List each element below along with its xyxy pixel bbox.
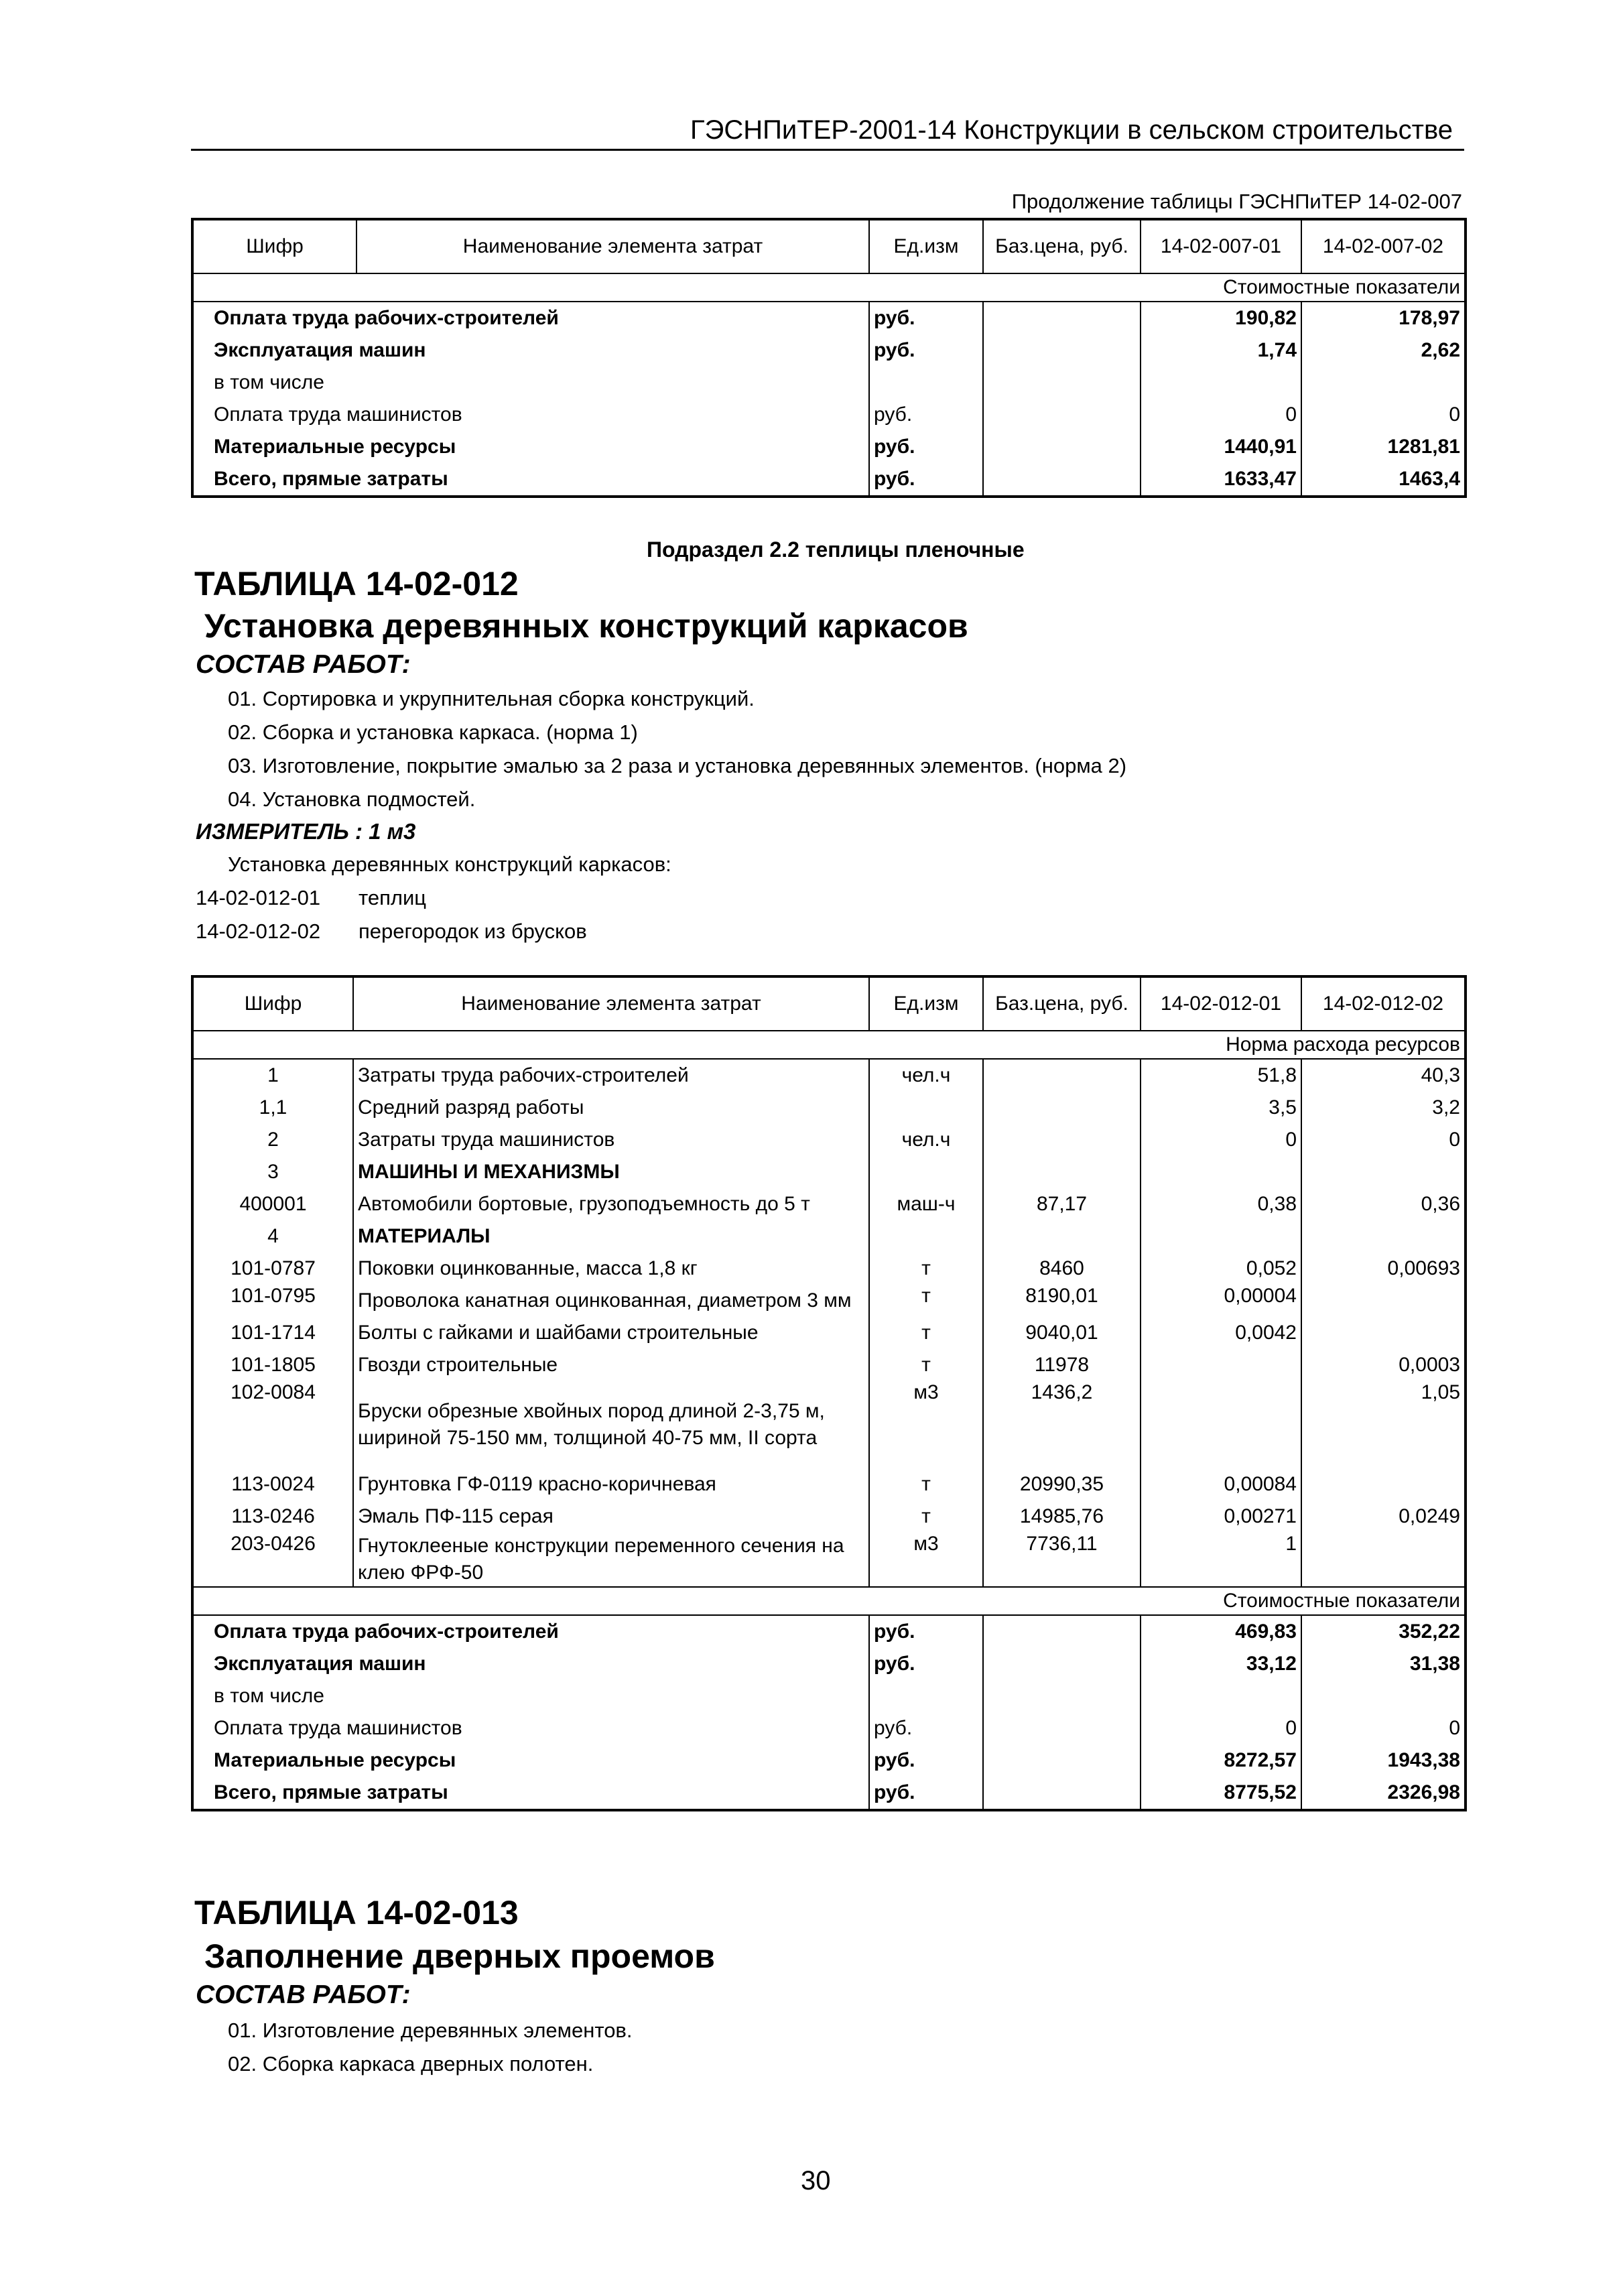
value-norm-2 xyxy=(1301,1317,1466,1349)
unit-cell: т xyxy=(869,1501,983,1533)
work-item: 04. Установка подмостей. xyxy=(228,787,476,811)
base-price-cell xyxy=(983,302,1141,334)
work-item: 03. Изготовление, покрытие эмалью за 2 раза и установка деревянных элементов. (норма 2) xyxy=(228,754,1127,777)
col-header-name: Наименование элемента затрат xyxy=(356,219,869,273)
base-price-cell: 8190,01 xyxy=(983,1285,1141,1317)
cost-item-name: Оплата труда рабочих-строителей xyxy=(214,307,559,329)
unit-cell xyxy=(869,1092,983,1124)
value-norm-1 xyxy=(1141,1220,1301,1253)
base-price-cell xyxy=(983,1124,1141,1156)
work-item: 02. Сборка и установка каркаса. (норма 1) xyxy=(228,720,638,744)
col-header-norm-1: 14-02-012-01 xyxy=(1141,976,1301,1031)
value-norm-1: 0,38 xyxy=(1141,1188,1301,1220)
cost-row xyxy=(192,1744,1466,1777)
value-norm-1: 1633,47 xyxy=(1141,463,1301,497)
unit-cell: руб. xyxy=(869,1615,983,1648)
value-norm-2: 31,38 xyxy=(1409,1653,1460,1675)
unit-cell: маш-ч xyxy=(869,1188,983,1220)
cost-row xyxy=(192,399,1466,431)
norm-code: 14-02-012-02 xyxy=(196,919,321,943)
resource-row xyxy=(192,1188,1466,1220)
cost-row xyxy=(192,1777,1466,1810)
resource-name: Средний разряд работы xyxy=(353,1092,869,1124)
value-norm-2 xyxy=(1301,1285,1466,1317)
value-norm-2: 0,36 xyxy=(1421,1193,1460,1215)
base-price-cell xyxy=(983,1744,1141,1777)
resource-code: 102-0084 xyxy=(192,1381,353,1468)
value-norm-2: 1281,81 xyxy=(1387,436,1460,458)
resource-row xyxy=(192,1533,1466,1587)
cost-item-name: Материальные ресурсы xyxy=(214,436,456,458)
value-norm-1 xyxy=(1141,1156,1301,1188)
col-header-norm-1: 14-02-007-01 xyxy=(1141,219,1301,273)
cost-item-name: в том числе xyxy=(214,371,324,393)
unit-cell: т xyxy=(869,1253,983,1285)
work-item: 01. Сортировка и укрупнительная сборка конструкций. xyxy=(228,687,755,710)
col-header-unit: Ед.изм xyxy=(869,219,983,273)
value-norm-2: 1,05 xyxy=(1421,1381,1460,1403)
col-header-base-price: Баз.цена, руб. xyxy=(983,219,1141,273)
unit-cell: руб. xyxy=(869,1777,983,1810)
unit-cell xyxy=(869,367,983,399)
cost-row xyxy=(192,1680,1466,1712)
base-price-cell xyxy=(983,1777,1141,1810)
unit-cell xyxy=(869,1156,983,1188)
unit-cell: руб. xyxy=(869,302,983,334)
table-number-14-02-012: ТАБЛИЦА 14-02-012 xyxy=(194,565,519,602)
cost-item-name: Эксплуатация машин xyxy=(214,1653,426,1675)
resource-row xyxy=(192,1253,1466,1285)
base-price-cell xyxy=(983,334,1141,367)
resource-row xyxy=(192,1501,1466,1533)
subsection-title: Подраздел 2.2 теплицы пленочные xyxy=(647,537,1025,562)
base-price-cell xyxy=(983,1712,1141,1744)
value-norm-1: 0 xyxy=(1141,1124,1301,1156)
section-label: Стоимостные показатели xyxy=(192,273,1466,302)
value-norm-1: 51,8 xyxy=(1141,1059,1301,1092)
unit-cell: чел.ч xyxy=(869,1124,983,1156)
value-norm-1: 190,82 xyxy=(1141,302,1301,334)
value-norm-2: 3,2 xyxy=(1432,1096,1460,1119)
resource-name: Гвозди строительные xyxy=(353,1349,869,1381)
cost-table-14-02-007 xyxy=(191,218,1467,498)
resource-row xyxy=(192,1092,1466,1124)
unit-cell: т xyxy=(869,1349,983,1381)
base-price-cell xyxy=(983,1615,1141,1648)
base-price-cell: 14985,76 xyxy=(983,1501,1141,1533)
resource-name: Автомобили бортовые, грузоподъемность до 5 т xyxy=(353,1188,869,1220)
resource-name: Затраты труда рабочих-строителей xyxy=(353,1059,869,1092)
resource-table-14-02-012 xyxy=(191,975,1467,1811)
resource-name: Грунтовка ГФ-0119 красно-коричневая xyxy=(353,1468,869,1501)
unit-cell: т xyxy=(869,1317,983,1349)
resource-code: 101-1805 xyxy=(192,1349,353,1381)
value-norm-1: 1440,91 xyxy=(1141,431,1301,463)
resource-code: 1,1 xyxy=(192,1092,353,1124)
resource-row xyxy=(192,1156,1466,1188)
value-norm-2: 0,00693 xyxy=(1387,1257,1460,1279)
work-item: 02. Сборка каркаса дверных полотен. xyxy=(228,2052,594,2076)
unit-cell: руб. xyxy=(869,1712,983,1744)
base-price-cell xyxy=(983,1092,1141,1124)
resource-code: 113-0024 xyxy=(192,1468,353,1501)
cost-row xyxy=(192,367,1466,399)
unit-cell: руб. xyxy=(869,334,983,367)
resource-code: 113-0246 xyxy=(192,1501,353,1533)
unit-cell xyxy=(869,1220,983,1253)
base-price-cell: 11978 xyxy=(983,1349,1141,1381)
cost-item-name: в том числе xyxy=(214,1685,324,1707)
work-item: 01. Изготовление деревянных элементов. xyxy=(228,2019,633,2042)
cost-item-name: Эксплуатация машин xyxy=(214,339,426,361)
unit-cell: руб. xyxy=(869,1744,983,1777)
norm-code: 14-02-012-01 xyxy=(196,886,321,909)
unit-cell: руб. xyxy=(869,399,983,431)
resource-name: Бруски обрезные хвойных пород длиной 2-3,75 м, шириной 75-150 мм, толщиной 40-75 мм, II сорта xyxy=(353,1381,869,1468)
resource-row xyxy=(192,1349,1466,1381)
resource-name: Проволока канатная оцинкованная, диаметром 3 мм xyxy=(353,1285,869,1317)
base-price-cell xyxy=(983,399,1141,431)
table-name-14-02-013: Заполнение дверных проемов xyxy=(204,1937,715,1975)
cost-item-name: Материальные ресурсы xyxy=(214,1749,456,1771)
value-norm-1: 0,00084 xyxy=(1141,1468,1301,1501)
value-norm-1 xyxy=(1141,1349,1301,1381)
resource-name: Затраты труда машинистов xyxy=(353,1124,869,1156)
col-header-unit: Ед.изм xyxy=(869,976,983,1031)
value-norm-1: 8272,57 xyxy=(1141,1744,1301,1777)
unit-cell: т xyxy=(869,1285,983,1317)
unit-cell xyxy=(869,1680,983,1712)
section-row xyxy=(192,273,1466,302)
work-composition-heading: СОСТАВ РАБОТ: xyxy=(196,650,411,679)
value-norm-1 xyxy=(1141,1381,1301,1468)
base-price-cell xyxy=(983,463,1141,497)
resource-code: 2 xyxy=(192,1124,353,1156)
resource-code: 3 xyxy=(192,1156,353,1188)
resource-name: МАТЕРИАЛЫ xyxy=(353,1220,869,1253)
value-norm-1: 3,5 xyxy=(1141,1092,1301,1124)
base-price-cell: 7736,11 xyxy=(983,1533,1141,1587)
resource-code: 4 xyxy=(192,1220,353,1253)
resource-row xyxy=(192,1220,1466,1253)
unit-cell: т xyxy=(869,1468,983,1501)
measure-unit: ИЗМЕРИТЕЛЬ : 1 м3 xyxy=(196,819,416,844)
value-norm-2: 178,97 xyxy=(1399,307,1460,329)
section-label: Стоимостные показатели xyxy=(192,1587,1466,1615)
value-norm-2 xyxy=(1301,1680,1466,1712)
unit-cell: м3 xyxy=(869,1381,983,1468)
section-label: Норма расхода ресурсов xyxy=(192,1031,1466,1059)
value-norm-1 xyxy=(1141,367,1301,399)
base-price-cell: 1436,2 xyxy=(983,1381,1141,1468)
value-norm-2: 40,3 xyxy=(1421,1064,1460,1086)
table-header-row xyxy=(192,976,1466,1031)
value-norm-1 xyxy=(1141,1680,1301,1712)
value-norm-2: 1463,4 xyxy=(1399,468,1460,490)
value-norm-1: 33,12 xyxy=(1141,1648,1301,1680)
table-name-14-02-012: Установка деревянных конструкций каркасов xyxy=(204,607,968,645)
base-price-cell: 87,17 xyxy=(983,1188,1141,1220)
resource-name: Болты с гайками и шайбами строительные xyxy=(353,1317,869,1349)
cost-item-name: Оплата труда машинистов xyxy=(214,403,462,426)
value-norm-2: 0 xyxy=(1449,1129,1460,1151)
value-norm-1: 469,83 xyxy=(1141,1615,1301,1648)
value-norm-2 xyxy=(1301,1156,1466,1188)
value-norm-2: 0 xyxy=(1449,1717,1460,1739)
col-header-base-price: Баз.цена, руб. xyxy=(983,976,1141,1031)
base-price-cell xyxy=(983,1648,1141,1680)
value-norm-2: 1943,38 xyxy=(1387,1749,1460,1771)
resource-row xyxy=(192,1285,1466,1317)
cost-item-name: Всего, прямые затраты xyxy=(214,468,448,490)
cost-row xyxy=(192,302,1466,334)
base-price-cell: 20990,35 xyxy=(983,1468,1141,1501)
resource-code: 101-0787 xyxy=(192,1253,353,1285)
value-norm-2: 0,0003 xyxy=(1399,1354,1460,1376)
work-composition-heading: СОСТАВ РАБОТ: xyxy=(196,1980,411,2009)
resource-row xyxy=(192,1124,1466,1156)
value-norm-1: 0,052 xyxy=(1141,1253,1301,1285)
cost-item-name: Оплата труда машинистов xyxy=(214,1717,462,1739)
cost-row xyxy=(192,1712,1466,1744)
base-price-cell xyxy=(983,1220,1141,1253)
running-header: ГЭСНПиТЕР-2001-14 Конструкции в сельском строительстве xyxy=(690,115,1453,145)
col-header-code: Шифр xyxy=(192,219,356,273)
value-norm-1: 0,0042 xyxy=(1141,1317,1301,1349)
base-price-cell xyxy=(983,1059,1141,1092)
base-price-cell: 8460 xyxy=(983,1253,1141,1285)
value-norm-1: 0 xyxy=(1141,399,1301,431)
resource-name: МАШИНЫ И МЕХАНИЗМЫ xyxy=(353,1156,869,1188)
resource-code: 101-1714 xyxy=(192,1317,353,1349)
value-norm-2: 2326,98 xyxy=(1387,1781,1460,1803)
unit-cell: чел.ч xyxy=(869,1059,983,1092)
base-price-cell xyxy=(983,367,1141,399)
value-norm-1: 0 xyxy=(1141,1712,1301,1744)
cost-item-name: Оплата труда рабочих-строителей xyxy=(214,1620,559,1643)
resource-name: Поковки оцинкованные, масса 1,8 кг xyxy=(353,1253,869,1285)
col-header-name: Наименование элемента затрат xyxy=(353,976,869,1031)
unit-cell: руб. xyxy=(869,1648,983,1680)
value-norm-1: 1 xyxy=(1141,1533,1301,1587)
resource-code: 1 xyxy=(192,1059,353,1092)
table-number-14-02-013: ТАБЛИЦА 14-02-013 xyxy=(194,1894,519,1931)
cost-item-name: Всего, прямые затраты xyxy=(214,1781,448,1803)
resource-name: Гнутоклееные конструкции переменного сечения на клею ФРФ-50 xyxy=(353,1533,869,1587)
resource-row xyxy=(192,1381,1466,1468)
norm-description: теплиц xyxy=(359,886,427,909)
unit-cell: руб. xyxy=(869,431,983,463)
header-rule xyxy=(191,149,1464,151)
base-price-cell xyxy=(983,1156,1141,1188)
value-norm-2 xyxy=(1301,367,1466,399)
value-norm-2: 0,0249 xyxy=(1399,1505,1460,1527)
base-price-cell xyxy=(983,431,1141,463)
resource-code: 400001 xyxy=(192,1188,353,1220)
resource-code: 101-0795 xyxy=(192,1285,353,1317)
value-norm-2: 352,22 xyxy=(1399,1620,1460,1643)
unit-cell: руб. xyxy=(869,463,983,497)
value-norm-1: 1,74 xyxy=(1141,334,1301,367)
col-header-norm-2: 14-02-012-02 xyxy=(1301,976,1466,1031)
cost-row xyxy=(192,334,1466,367)
value-norm-2: 0 xyxy=(1449,403,1460,426)
unit-cell: м3 xyxy=(869,1533,983,1587)
section-row xyxy=(192,1587,1466,1615)
value-norm-1: 0,00004 xyxy=(1141,1285,1301,1317)
value-norm-2 xyxy=(1301,1533,1466,1587)
cost-row xyxy=(192,463,1466,497)
value-norm-2 xyxy=(1301,1220,1466,1253)
resource-row xyxy=(192,1059,1466,1092)
resource-name: Эмаль ПФ-115 серая xyxy=(353,1501,869,1533)
value-norm-2: 2,62 xyxy=(1421,339,1460,361)
norm-description: перегородок из брусков xyxy=(359,919,587,943)
value-norm-2 xyxy=(1301,1468,1466,1501)
resource-row xyxy=(192,1317,1466,1349)
col-header-code: Шифр xyxy=(192,976,353,1031)
section-row xyxy=(192,1031,1466,1059)
page-number: 30 xyxy=(801,2166,831,2195)
table-continuation-note: Продолжение таблицы ГЭСНПиТЕР 14-02-007 xyxy=(1011,190,1462,213)
install-caption: Установка деревянных конструкций каркасов: xyxy=(228,852,671,876)
base-price-cell: 9040,01 xyxy=(983,1317,1141,1349)
table-header-row xyxy=(192,219,1466,273)
base-price-cell xyxy=(983,1680,1141,1712)
col-header-norm-2: 14-02-007-02 xyxy=(1301,219,1466,273)
cost-row xyxy=(192,1648,1466,1680)
value-norm-1: 0,00271 xyxy=(1141,1501,1301,1533)
resource-code: 203-0426 xyxy=(192,1533,353,1587)
cost-row xyxy=(192,431,1466,463)
cost-row xyxy=(192,1615,1466,1648)
resource-row xyxy=(192,1468,1466,1501)
value-norm-1: 8775,52 xyxy=(1141,1777,1301,1810)
